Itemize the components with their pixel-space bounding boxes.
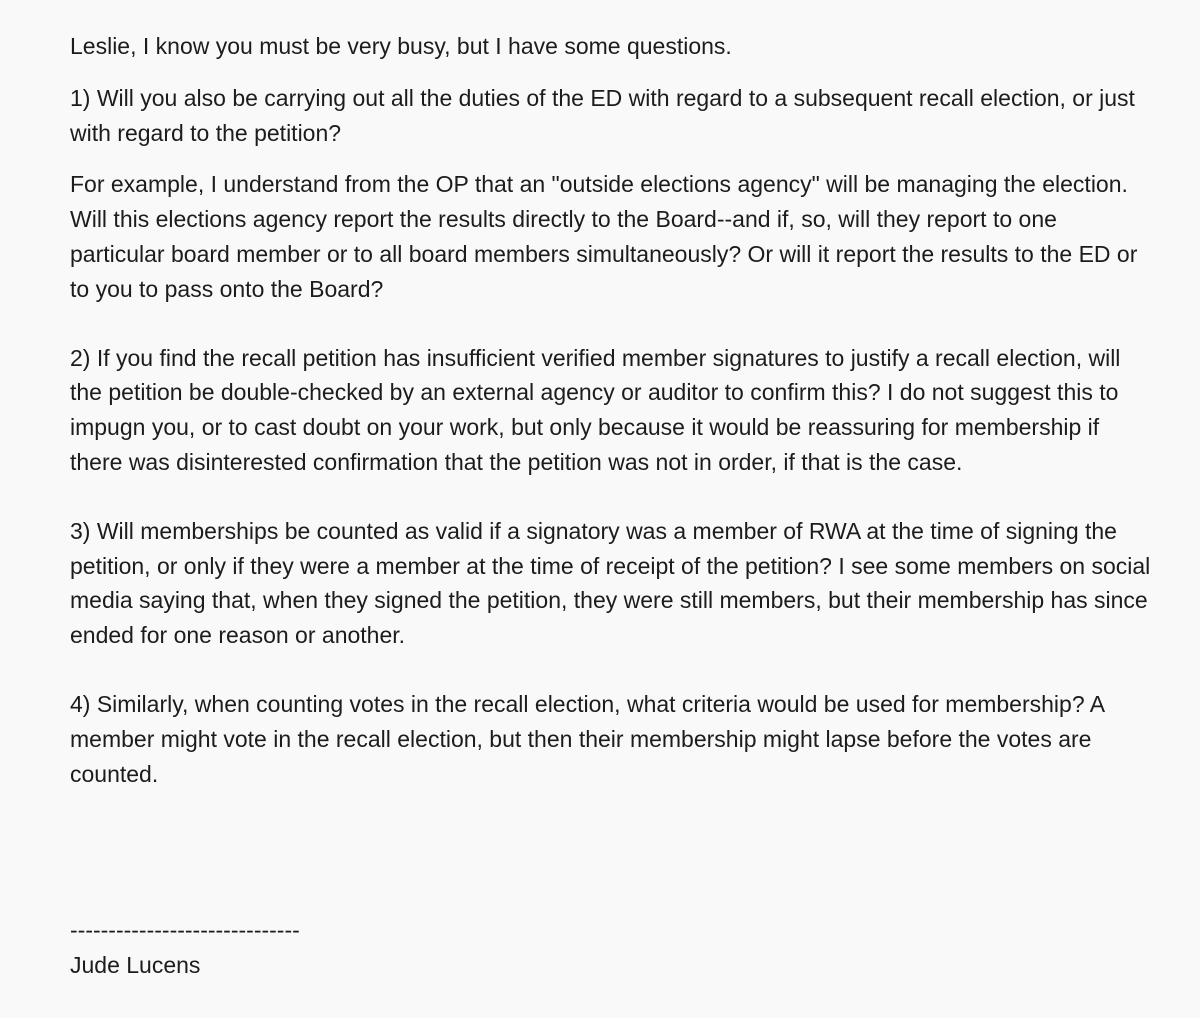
question-1-paragraph: 1) Will you also be carrying out all the duties of the ED with regard to a subsequent recall election, or just with regard to the petition?	[70, 84, 1135, 146]
signature-author: Jude Lucens	[70, 952, 201, 979]
question-2-paragraph: 2) If you find the recall petition has insufficient verified member signatures to justify a recall election, will the petition be double-checked by an external agency or auditor to confirm this? I do not suggest this to impugn you, or to cast doubt on your work, but only because it would be reassuring for membership if there was disinterested confirmation that the petition was not in order, if that is the case.	[70, 344, 1121, 475]
message-body	[70, 29, 1155, 983]
signature-divider: ------------------------------	[70, 917, 300, 944]
question-1-example-paragraph: For example, I understand from the OP that an "outside elections agency" will be managing the election. Will this elections agency report the results directly to the Board--and if, so, will they report to one particular board member or to all board members simultaneously? Or will it report the results to the ED or to you to pass onto the Board?	[70, 171, 1138, 302]
question-3-paragraph: 3) Will memberships be counted as valid if a signatory was a member of RWA at the time of signing the petition, or only if they were a member at the time of receipt of the petition? I see some members on social media saying that, when they signed the petition, they were still members, but their membership has since ended for one reason or another.	[70, 517, 1151, 649]
question-4-paragraph: 4) Similarly, when counting votes in the recall election, what criteria would be used for membership? A member might vote in the recall election, but then their membership might lapse before the votes are counted.	[70, 690, 1104, 787]
greeting-paragraph: Leslie, I know you must be very busy, but I have some questions.	[70, 33, 732, 59]
